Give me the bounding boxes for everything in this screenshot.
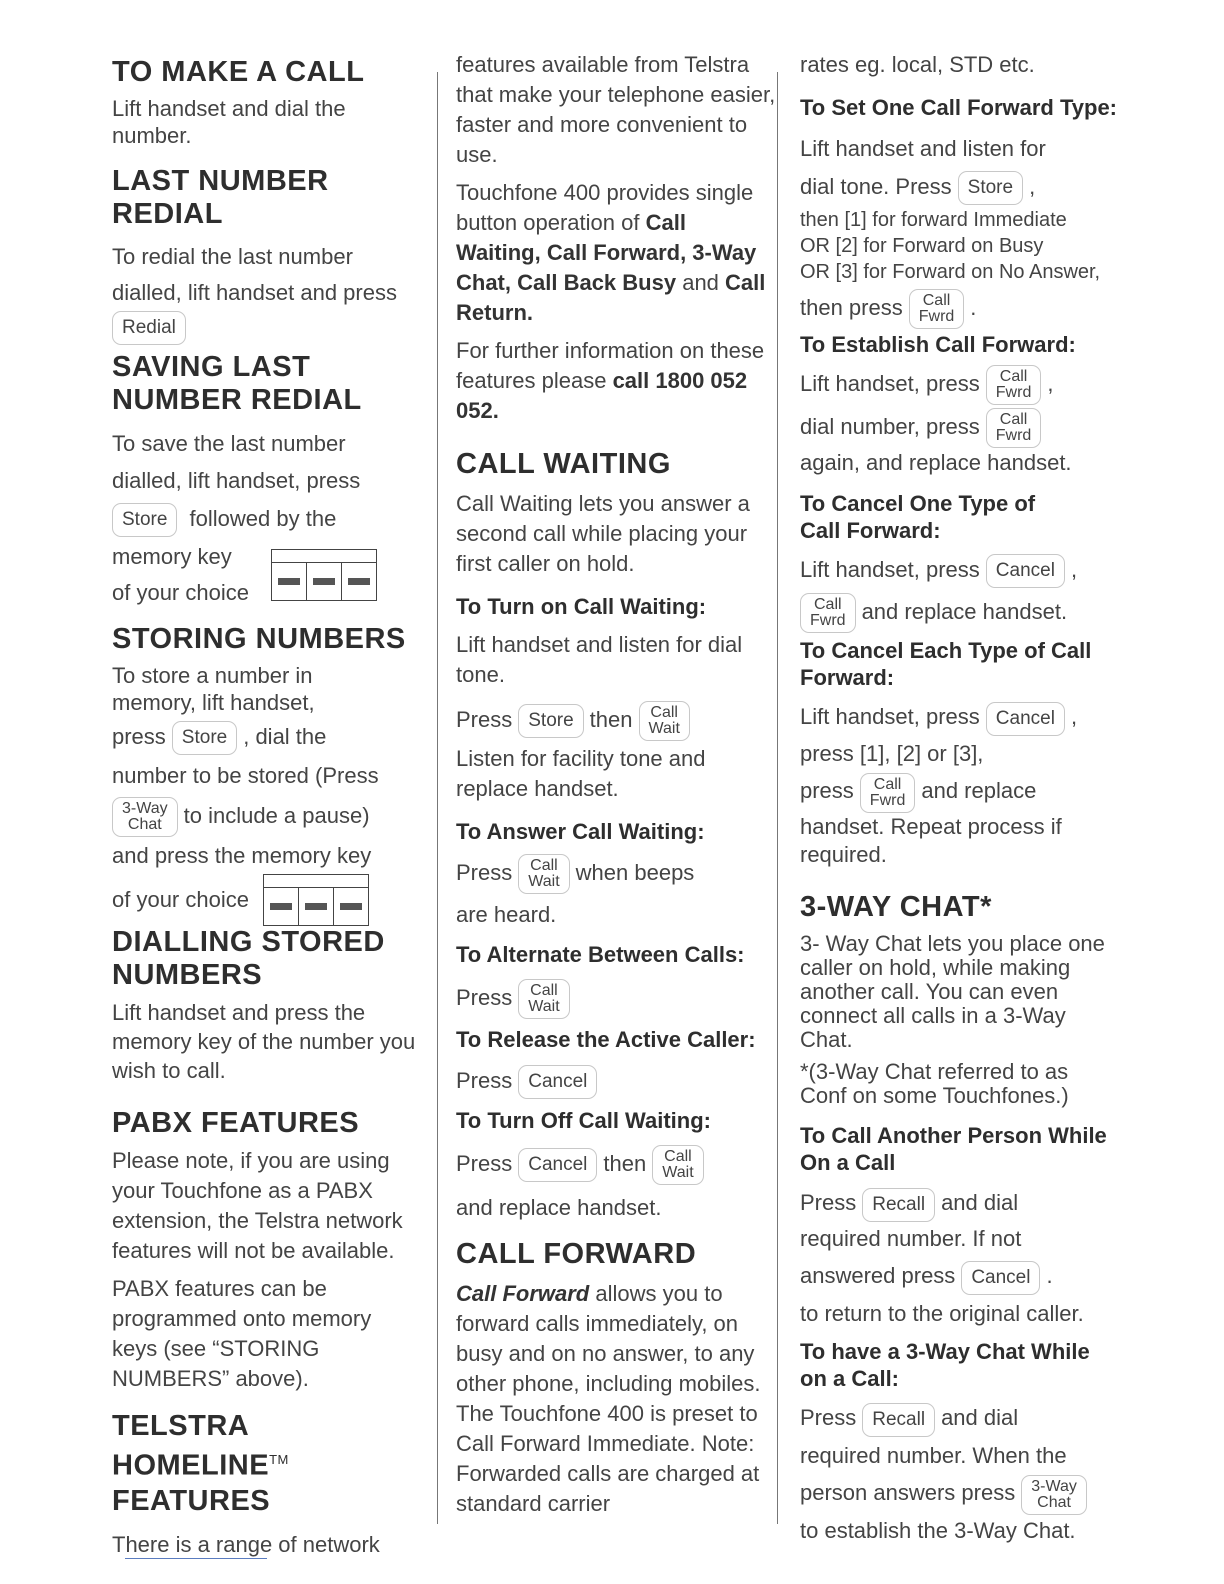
cancel-each-text-2: press [1], [2] or [3], xyxy=(800,741,984,767)
storing-text-2: , dial the xyxy=(243,724,327,749)
call-another-text-2: required number. If not xyxy=(800,1226,1022,1252)
column-3: rates eg. local, STD etc. To Set One Call Forward Type: Lift handset and listen for dial tone. Press Store , then [1] for forward Immediate OR [2] for Forward on Busy OR [3] for Forward on No Answer, then press Call Fwrd . To Establish Call Forward: Lift handset, press Call Fwrd , dial number, press Call Fwrd again, and replace handset. To Cancel One Type of Call Forward: Lift handset, press Cancel , Call Fwrd and replace handset. To Cancel Each Type of Call Forward: Lift handset, press Cancel , press [1], [2] or [3], press Call Fwrd and replace handset. Repeat process if required. 3-WAY CHAT* 3- Way Chat lets you place one caller on hold, while making another call. You can even connect all calls in a 3-Way Chat. *(3-Way Chat referred to as Conf on some Touchfones.) To Call Another Person While On a Call Press Recall and dial required number. If not answered press Cancel . to return to the original caller. To have a 3-Way Chat While on a Call: Press Recall and dial required number. When the person answers press 3-Way Chat to establish the 3-Way Chat. xyxy=(800,50,1118,1547)
set-forward-heading: To Set One Call Forward Type: xyxy=(800,95,1118,120)
have-chat-heading: To have a 3-Way Chat While on a Call: xyxy=(800,1339,1090,1392)
saving-text-5: of your choice xyxy=(112,580,249,605)
memory-key-icon-2 xyxy=(263,874,369,926)
answer-press: Press xyxy=(456,860,513,885)
release-press: Press xyxy=(456,1068,513,1093)
turn-on-text-2: Listen for facility tone and replace handset. xyxy=(456,746,706,801)
redial-text-1: To redial the last number xyxy=(112,244,353,269)
cancel-each-cancel-key: Cancel xyxy=(986,702,1065,736)
call-another-text-1: and dial xyxy=(941,1190,1019,1216)
storing-heading: STORING NUMBERS xyxy=(112,623,406,655)
call-fwrd-key-4: Call Fwrd xyxy=(800,593,856,633)
turn-on-press: Press xyxy=(456,707,513,732)
establish-text-2: dial number, press xyxy=(800,414,980,439)
call-waiting-text: Call Waiting lets you answer a second call while placing your first caller on hold. xyxy=(456,491,750,576)
saving-text-2: dialled, lift handset, press xyxy=(112,468,361,493)
set-forward-text-2: dial tone. Press xyxy=(800,174,952,199)
saving-text-4: memory key xyxy=(112,544,232,569)
call-another-press: Press xyxy=(800,1190,857,1216)
have-chat-text-1: and dial xyxy=(941,1405,1019,1431)
turn-off-press: Press xyxy=(456,1151,513,1176)
have-chat-press: Press xyxy=(800,1405,857,1431)
dialling-heading: DIALLING STORED NUMBERS xyxy=(112,926,385,991)
set-forward-option-2: OR [2] for Forward on Busy xyxy=(800,235,1044,257)
call-wait-key-4: Call Wait xyxy=(652,1145,703,1185)
turn-off-heading: To Turn Off Call Waiting: xyxy=(456,1108,711,1133)
storing-press: press xyxy=(112,724,166,749)
establish-text-3: again, and replace handset. xyxy=(800,450,1072,476)
storing-text-5: and press the memory key xyxy=(112,843,372,868)
telstra-heading-2: FEATURES xyxy=(112,1484,271,1517)
turn-on-text: Lift handset and listen for dial tone. xyxy=(456,632,743,687)
saving-heading: SAVING LAST NUMBER REDIAL xyxy=(112,351,362,416)
call-another-text-4: to return to the original caller. xyxy=(800,1301,1084,1327)
pabx-text-1: Please note, if you are using your Touchfone as a PABX extension, the Telstra network features will not be available. xyxy=(112,1148,403,1263)
turn-on-store-key: Store xyxy=(518,704,583,738)
features-text: features available from Telstra that make your telephone easier, faster and more convenient to use. xyxy=(456,52,776,167)
saving-text-3: followed by the xyxy=(189,506,337,531)
call-wait-key-3: Call Wait xyxy=(518,979,569,1019)
answer-heading: To Answer Call Waiting: xyxy=(456,819,705,844)
call-another-text-3: answered press xyxy=(800,1263,956,1289)
have-chat-text-4: to establish the 3-Way Chat. xyxy=(800,1517,1076,1543)
cancel-each-press: press xyxy=(800,778,854,804)
cancel-each-heading: To Cancel Each Type of Call Forward: xyxy=(800,638,1092,691)
storing-text-6: of your choice xyxy=(112,887,249,912)
storing-text-3: number to be stored (Press xyxy=(112,763,379,788)
call-forward-text: Call Forward allows you to forward calls immediately, on busy and on no answer, to any other phone, including mobiles. The Touchfone 400 is preset to Call Forward Immediate. Note: Forwarded calls are charged at standard carrier xyxy=(456,1281,761,1516)
column-2 xyxy=(456,50,776,1519)
answer-text-2: are heard. xyxy=(456,902,557,927)
set-forward-then: then press xyxy=(800,295,903,320)
turn-off-text: and replace handset. xyxy=(456,1195,662,1220)
column-1 xyxy=(112,50,430,1560)
storing-text-4: to include a pause) xyxy=(183,803,370,828)
turn-off-cancel-key: Cancel xyxy=(518,1148,597,1182)
column-divider-right xyxy=(777,72,778,1524)
redial-heading: LAST NUMBER REDIAL xyxy=(112,165,329,230)
cancel-each-text-1: Lift handset, press xyxy=(800,704,980,730)
dialling-text: Lift handset and press the memory key of the number you wish to call. xyxy=(112,1000,416,1083)
three-way-chat-key-2: 3-Way Chat xyxy=(1021,1475,1087,1515)
make-call-text: Lift handset and dial the number. xyxy=(112,96,346,148)
three-way-chat-note: *(3-Way Chat referred to as Conf on some Touchfones.) xyxy=(800,1059,1069,1109)
alternate-press: Press xyxy=(456,985,513,1010)
release-heading: To Release the Active Caller: xyxy=(456,1027,756,1052)
set-forward-option-3: OR [3] for Forward on No Answer, xyxy=(800,261,1101,283)
call-another-cancel-key: Cancel xyxy=(961,1261,1040,1295)
column-divider-left xyxy=(437,72,438,1524)
call-forward-heading: CALL FORWARD xyxy=(456,1238,697,1270)
saving-text-1: To save the last number xyxy=(112,431,346,456)
make-call-heading: TO MAKE A CALL xyxy=(112,56,365,88)
turn-on-heading: To Turn on Call Waiting: xyxy=(456,594,707,619)
saving-store-key: Store xyxy=(112,503,177,537)
three-way-chat-text: 3- Way Chat lets you place one caller on hold, while making another call. You can even connect all calls in a 3-Way Chat. xyxy=(800,931,1105,1053)
turn-off-then: then xyxy=(603,1151,647,1176)
have-chat-text-2: required number. When the xyxy=(800,1443,1067,1469)
call-wait-key-2: Call Wait xyxy=(518,854,569,894)
telstra-heading: TELSTRA HOMELINE™ xyxy=(112,1410,289,1482)
pabx-text-2: PABX features can be programmed onto memory keys (see “STORING NUMBERS” above). xyxy=(112,1276,372,1391)
rates-text: rates eg. local, STD etc. xyxy=(800,52,1035,77)
set-forward-option-1: then [1] for forward Immediate xyxy=(800,209,1067,231)
set-forward-text-1: Lift handset and listen for xyxy=(800,136,1046,161)
have-chat-recall-key: Recall xyxy=(862,1403,935,1437)
answer-text: when beeps xyxy=(575,860,695,885)
footer-rule xyxy=(125,1558,267,1559)
turn-on-then: then xyxy=(589,707,633,732)
call-waiting-heading: CALL WAITING xyxy=(456,448,671,480)
telstra-text: There is a range of network xyxy=(112,1531,380,1557)
cancel-each-text-3: and replace xyxy=(921,778,1037,804)
storing-text-1: To store a number in memory, lift handset, xyxy=(112,663,315,715)
call-another-recall-key: Recall xyxy=(862,1188,935,1222)
cancel-one-text-2: and replace handset. xyxy=(861,599,1068,625)
three-way-chat-key: 3-Way Chat xyxy=(112,797,178,837)
call-another-heading: To Call Another Person While On a Call xyxy=(800,1123,1107,1176)
set-forward-store-key: Store xyxy=(958,171,1023,205)
have-chat-text-3: person answers press xyxy=(800,1480,1016,1506)
redial-key: Redial xyxy=(112,311,186,345)
establish-heading: To Establish Call Forward: xyxy=(800,332,1076,357)
cancel-one-heading: To Cancel One Type of Call Forward: xyxy=(800,491,1036,544)
cancel-one-text-1: Lift handset, press xyxy=(800,557,980,583)
call-fwrd-key-2: Call Fwrd xyxy=(986,365,1042,405)
call-fwrd-key-5: Call Fwrd xyxy=(860,773,916,813)
three-way-chat-heading: 3-WAY CHAT* xyxy=(800,891,992,924)
storing-store-key: Store xyxy=(172,721,237,755)
call-fwrd-key-3: Call Fwrd xyxy=(986,408,1042,448)
call-wait-key: Call Wait xyxy=(639,701,690,741)
cancel-each-text-4: handset. Repeat process if required. xyxy=(800,814,1062,868)
pabx-heading: PABX FEATURES xyxy=(112,1107,360,1139)
redial-text-2: dialled, lift handset and press xyxy=(112,280,397,305)
alternate-heading: To Alternate Between Calls: xyxy=(456,942,745,967)
release-cancel-key: Cancel xyxy=(518,1065,597,1099)
touchfone-text: Touchfone 400 provides single button operation of Call Waiting, Call Forward, 3-Way Chat, Call Back Busy and Call Return. xyxy=(456,180,766,325)
info-text: For further information on these features please call 1800 052 052. xyxy=(456,338,765,423)
cancel-one-cancel-key: Cancel xyxy=(986,554,1065,588)
establish-text-1: Lift handset, press xyxy=(800,371,980,396)
call-fwrd-key: Call Fwrd xyxy=(909,289,965,329)
memory-key-icon xyxy=(271,549,377,601)
